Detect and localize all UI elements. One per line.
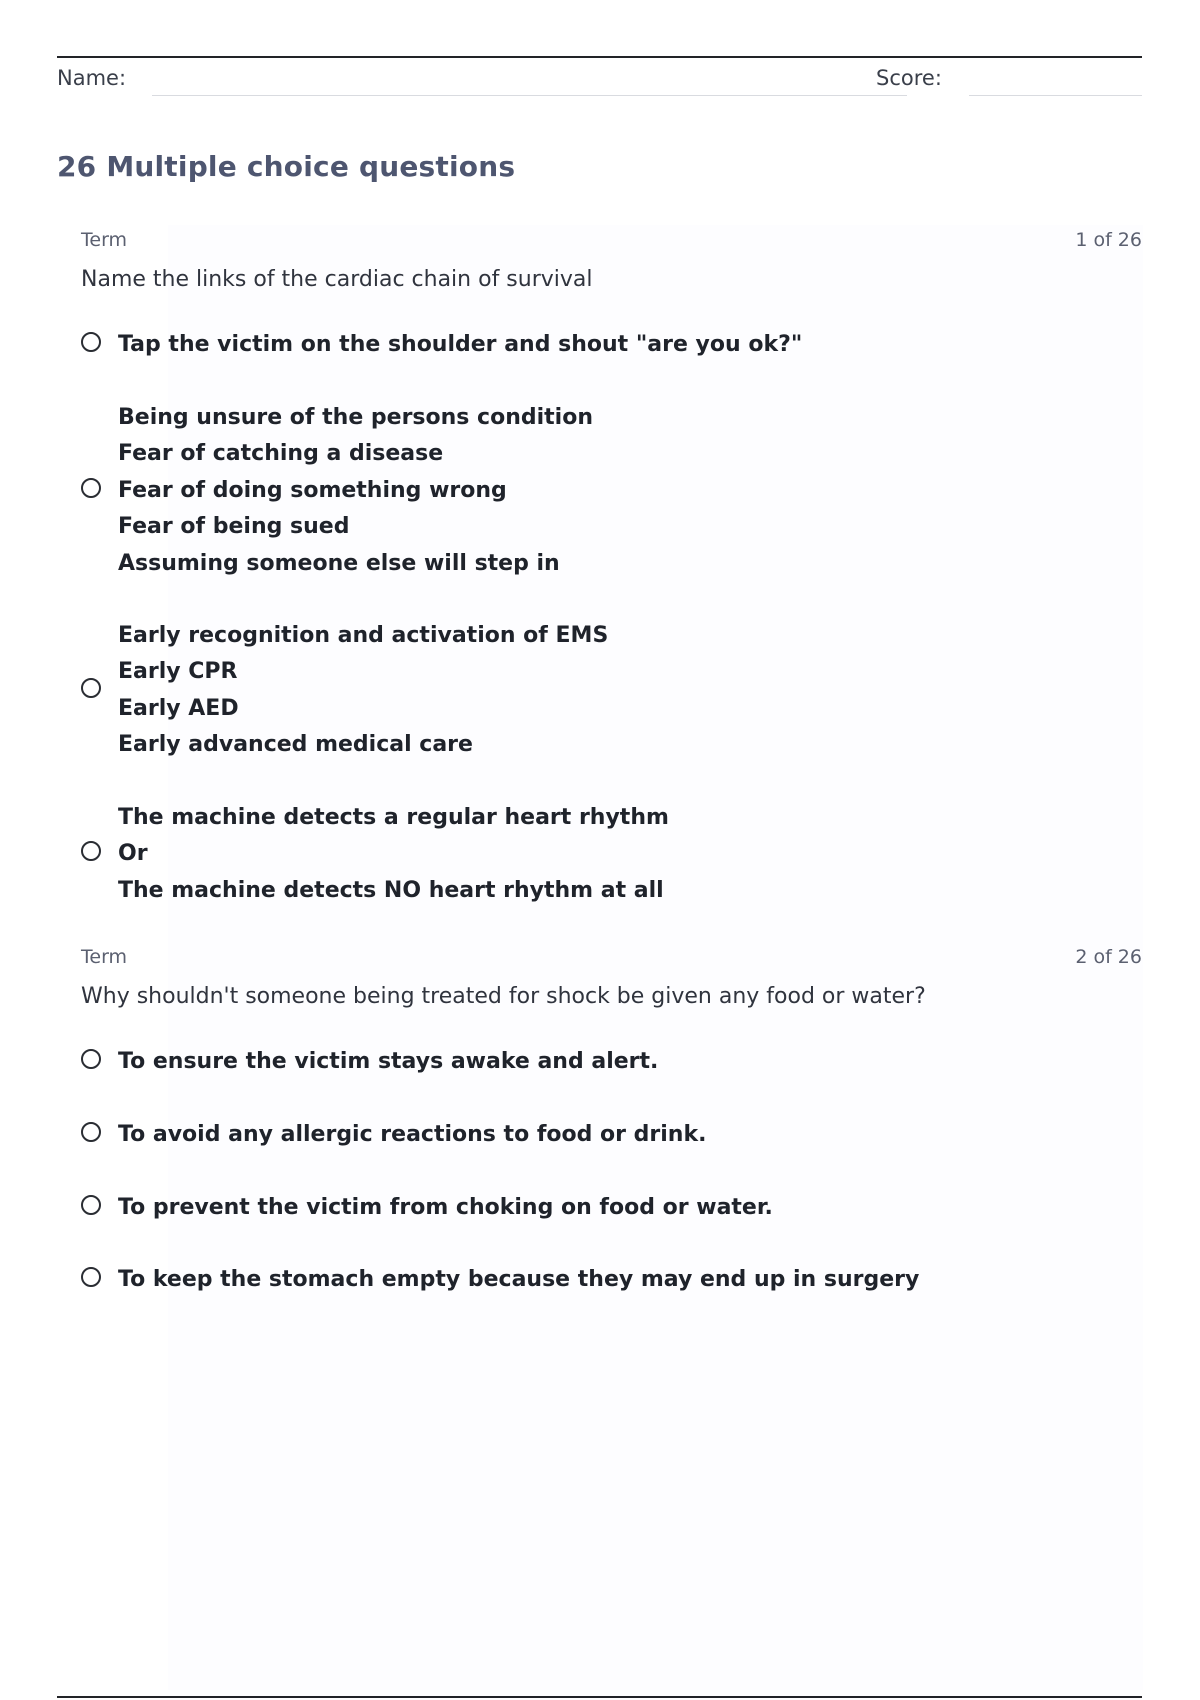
option-line: Assuming someone else will step in	[118, 550, 560, 576]
option-line: Early recognition and activation of EMS	[118, 623, 609, 648]
option-text	[118, 327, 802, 363]
worksheet-header	[57, 60, 1142, 100]
option-text	[118, 1117, 706, 1153]
option-line: To ensure the victim stays awake and alert.	[118, 1049, 659, 1074]
radio-button[interactable]	[81, 1122, 101, 1142]
radio-button[interactable]	[81, 841, 101, 861]
term-label: Term	[81, 229, 128, 251]
option-line: Fear of doing something wrong	[118, 477, 507, 503]
section-title: 26 Multiple choice questions	[57, 150, 516, 183]
option-text	[118, 1190, 773, 1226]
question-header	[81, 229, 1142, 259]
score-field[interactable]	[969, 95, 1142, 96]
radio-button[interactable]	[81, 1195, 101, 1215]
radio-button[interactable]	[81, 1267, 101, 1287]
option-line: To avoid any allergic reactions to food or drink.	[118, 1122, 707, 1147]
radio-button[interactable]	[81, 332, 101, 352]
question-counter: 2 of 26	[1075, 946, 1142, 968]
name-label: Name:	[57, 66, 127, 90]
bottom-rule	[57, 1696, 1142, 1698]
option-line: Or	[118, 841, 148, 867]
option-text	[118, 400, 593, 582]
option-text	[118, 1262, 919, 1298]
option-line: The machine detects NO heart rhythm at all	[118, 877, 664, 903]
option-text	[118, 618, 608, 764]
score-label: Score:	[876, 66, 942, 90]
option-text	[118, 800, 669, 909]
term-label: Term	[81, 946, 128, 968]
option-line: To prevent the victim from choking on food or water.	[118, 1195, 773, 1220]
option-text	[118, 1044, 658, 1080]
option-line: Being unsure of the persons condition	[118, 405, 593, 430]
radio-button[interactable]	[81, 1049, 101, 1069]
question-card	[81, 946, 1142, 1292]
question-card	[81, 229, 1142, 903]
option-line: The machine detects a regular heart rhythm	[118, 805, 669, 830]
question-counter: 1 of 26	[1075, 229, 1142, 251]
option-line: Early AED	[118, 695, 239, 721]
option-line: Early CPR	[118, 659, 238, 685]
radio-button[interactable]	[81, 478, 101, 498]
option-line: Tap the victim on the shoulder and shout "are you ok?"	[118, 332, 803, 357]
option-line: Fear of catching a disease	[118, 441, 444, 467]
question-prompt: Why shouldn't someone being treated for shock be given any food or water?	[81, 984, 926, 1009]
top-rule	[57, 56, 1142, 58]
radio-button[interactable]	[81, 678, 101, 698]
name-field[interactable]	[152, 95, 907, 96]
option-line: Early advanced medical care	[118, 732, 473, 758]
question-prompt: Name the links of the cardiac chain of survival	[81, 267, 593, 292]
question-header	[81, 946, 1142, 976]
option-line: To keep the stomach empty because they may end up in surgery	[118, 1267, 920, 1292]
option-line: Fear of being sued	[118, 514, 350, 540]
